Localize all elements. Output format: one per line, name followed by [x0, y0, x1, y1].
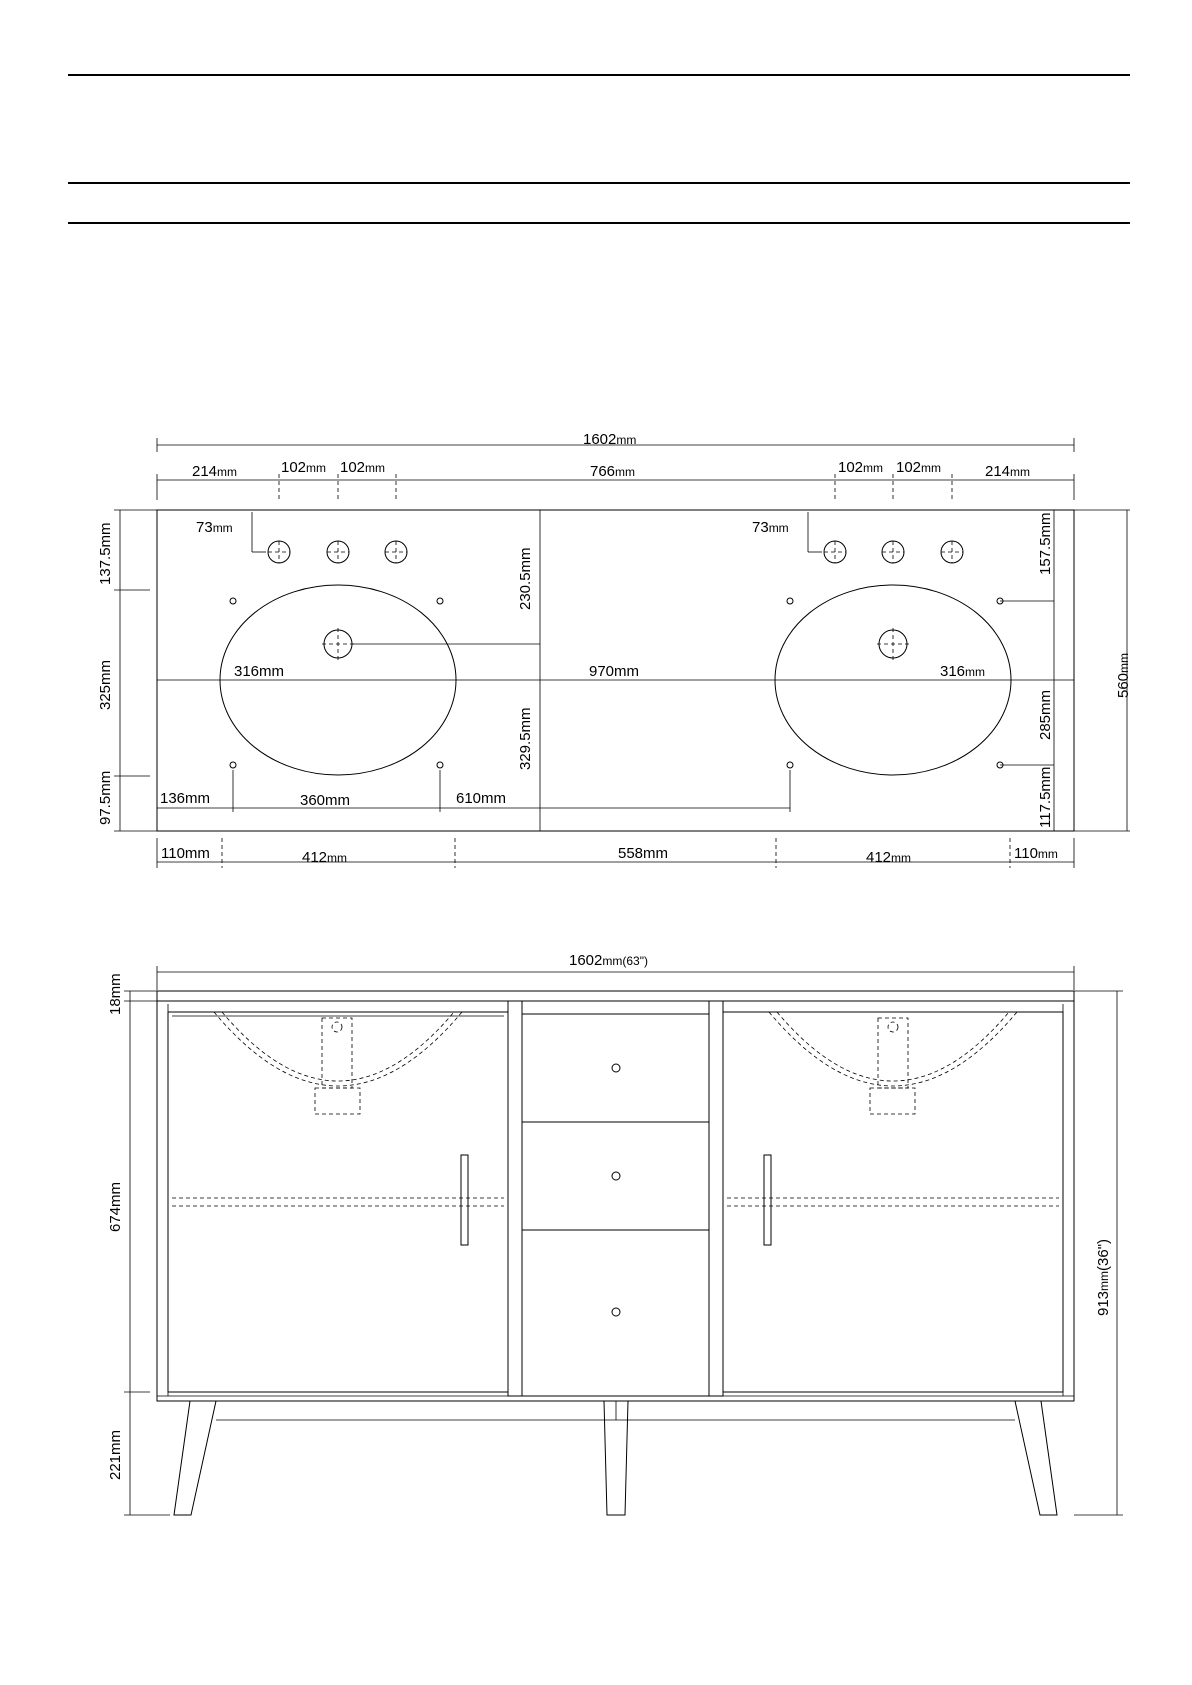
right-side-dim-2: 285mm — [1037, 689, 1054, 740]
leg-height-label: 221mm — [107, 1429, 124, 1480]
overall-width-label: 1602mm — [583, 431, 637, 448]
top-dim-2: 102mm — [281, 459, 327, 476]
top-dim-6: 102mm — [896, 459, 942, 476]
right-door-handle[interactable] — [764, 1155, 771, 1245]
center-drawers — [508, 1001, 723, 1396]
cabinet-body — [157, 1001, 1074, 1401]
drain-to-center-label: 230.5mm — [517, 547, 534, 610]
bottom-dim-1: 110mm — [161, 845, 210, 862]
front-overall-width-dimension — [157, 952, 1074, 990]
top-thickness-label: 18mm — [107, 973, 124, 1015]
drawer-middle[interactable] — [522, 1122, 709, 1230]
faucet-offset-right-label: 73mm — [752, 519, 789, 536]
center-to-back-label: 329.5mm — [517, 707, 534, 770]
top-dim-4: 766mm — [590, 463, 636, 480]
drawer-middle-knob[interactable] — [612, 1172, 620, 1180]
top-dim-7: 214mm — [985, 463, 1031, 480]
sink-spacing-label: 970mm — [589, 663, 640, 680]
drawer-bottom[interactable] — [522, 1230, 709, 1396]
overall-height-label: 913mm(36") — [1095, 1238, 1112, 1316]
faucet-offset-left-label: 73mm — [196, 519, 233, 536]
mount-between-label: 610mm — [456, 790, 507, 807]
top-dim-3: 102mm — [340, 459, 386, 476]
sink-left-center-label: 316mm — [234, 663, 285, 680]
left-side-dim-1: 137.5mm — [97, 522, 114, 585]
front-width-label: 1602mm(63") — [569, 952, 648, 969]
front-right-dimension — [1074, 991, 1123, 1515]
sink-right-center-label: 316mm — [940, 663, 986, 680]
drawer-top-knob[interactable] — [612, 1064, 620, 1072]
left-side-dim-3: 97.5mm — [97, 770, 114, 825]
drawer-bottom-knob[interactable] — [612, 1308, 620, 1316]
bottom-dim-3: 558mm — [618, 845, 669, 862]
right-side-dim-1: 157.5mm — [1037, 512, 1054, 575]
top-dim-1: 214mm — [192, 463, 238, 480]
left-side-dim-2: 325mm — [97, 659, 114, 710]
body-height-label: 674mm — [107, 1181, 124, 1232]
bottom-dim-4: 412mm — [866, 849, 912, 866]
right-side-dim-3: 117.5mm — [1037, 766, 1054, 828]
left-door-handle[interactable] — [461, 1155, 468, 1245]
bottom-dim-5: 110mm — [1014, 845, 1058, 862]
left-door[interactable] — [168, 1012, 508, 1392]
front-left-dimensions — [107, 973, 170, 1515]
mount-span-label: 360mm — [300, 792, 351, 809]
countertop-slab — [157, 991, 1074, 1001]
bottom-dim-2: 412mm — [302, 849, 348, 866]
top-dim-5: 102mm — [838, 459, 884, 476]
drawer-top[interactable] — [522, 1014, 709, 1122]
right-door[interactable] — [723, 1012, 1063, 1392]
mount-left-label: 136mm — [160, 790, 211, 807]
cabinet-legs — [174, 1401, 1057, 1515]
overall-depth-label: 560mm — [1115, 652, 1132, 698]
